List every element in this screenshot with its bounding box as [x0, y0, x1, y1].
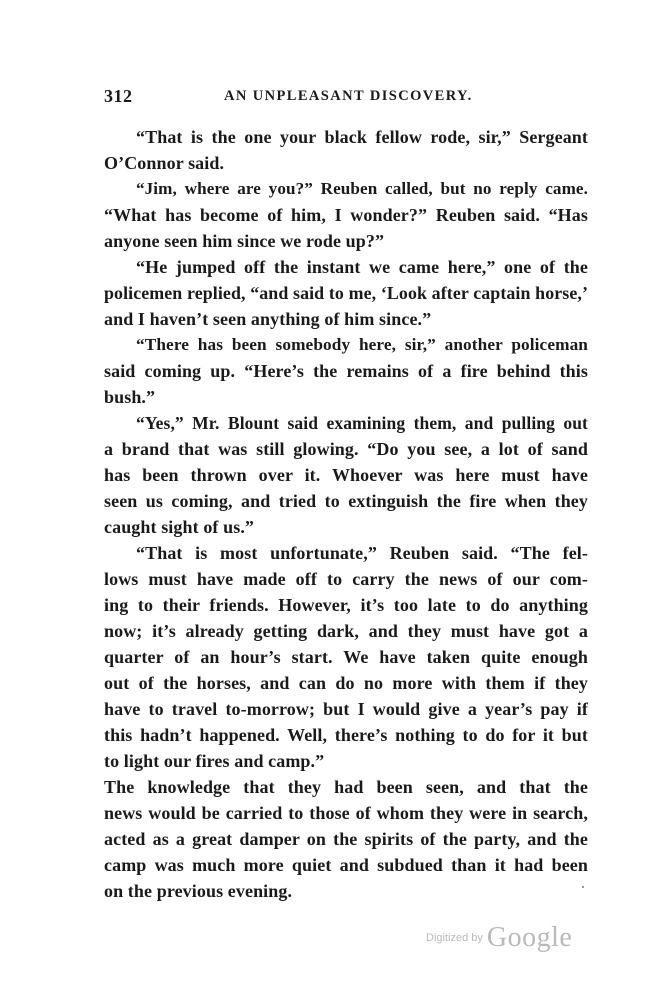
text-line: said coming up. “Here’s the remains of a fire behind this: [104, 361, 588, 381]
body-text: [104, 124, 588, 904]
watermark-brand: Google: [486, 922, 573, 953]
text-line: “He jumped off the instant we came here,” one of the: [136, 257, 588, 277]
text-line: anyone seen him since we rode up?”: [104, 231, 385, 251]
text-line: a brand that was still glowing. “Do you see, a lot of sand: [104, 439, 588, 459]
text-line: now; it’s already getting dark, and they must have got a: [104, 621, 588, 641]
paragraph-5: [104, 410, 588, 540]
paragraph-2: [104, 176, 588, 254]
text-line: ing to their friends. However, it’s too late to do anything: [104, 595, 588, 615]
text-line: news would be carried to those of whom they were in search,: [104, 803, 588, 823]
text-line: “Yes,” Mr. Blount said examining them, and pulling out: [136, 413, 588, 433]
print-speck: [582, 886, 584, 888]
text-line: seen us coming, and tried to extinguish the fire when they: [104, 491, 588, 511]
text-line: lows must have made off to carry the news of our com-: [104, 569, 588, 589]
text-line: O’Connor said.: [104, 153, 225, 173]
paragraph-1: [104, 124, 588, 176]
paragraph-7: [104, 774, 588, 904]
text-line: “Jim, where are you?” Reuben called, but no reply came.: [136, 179, 588, 198]
text-line: on the previous evening.: [104, 881, 293, 901]
page-header: [104, 86, 590, 114]
text-line: to light our fires and camp.”: [104, 751, 325, 771]
text-line: acted as a great damper on the spirits of the party, and the: [104, 829, 588, 849]
text-line: this hadn’t happened. Well, there’s nothing to do for it but: [104, 725, 588, 745]
page-number: 312: [104, 86, 133, 106]
text-line: bush.”: [104, 387, 156, 407]
text-line: “That is most unfortunate,” Reuben said. “The fel-: [136, 543, 588, 563]
text-line: has been thrown over it. Whoever was here must have: [104, 465, 588, 485]
text-line: caught sight of us.”: [104, 517, 255, 537]
digitized-watermark: [426, 922, 572, 962]
watermark-prefix: Digitized by: [426, 932, 483, 944]
paragraph-4: [104, 332, 588, 410]
paragraph-3: [104, 254, 588, 332]
text-line: “That is the one your black fellow rode, sir,” Sergeant: [136, 127, 588, 147]
text-line: quarter of an hour’s start. We have taken quite enough: [104, 647, 588, 667]
text-line: out of the horses, and can do no more with them if they: [104, 673, 588, 693]
text-line: and I haven’t seen anything of him since.”: [104, 309, 432, 329]
text-line: “There has been somebody here, sir,” another policeman: [136, 335, 588, 354]
text-line: “What has become of him, I wonder?” Reuben said. “Has: [104, 205, 588, 225]
paragraph-6: [104, 540, 588, 774]
running-title: AN UNPLEASANT DISCOVERY.: [224, 88, 473, 104]
text-line: The knowledge that they had been seen, and that the: [104, 777, 588, 797]
text-line: policemen replied, “and said to me, ‘Look after captain horse,’: [104, 283, 588, 303]
text-line: have to travel to-morrow; but I would give a year’s pay if: [104, 699, 588, 719]
text-line: camp was much more quiet and subdued than it had been: [104, 855, 588, 875]
